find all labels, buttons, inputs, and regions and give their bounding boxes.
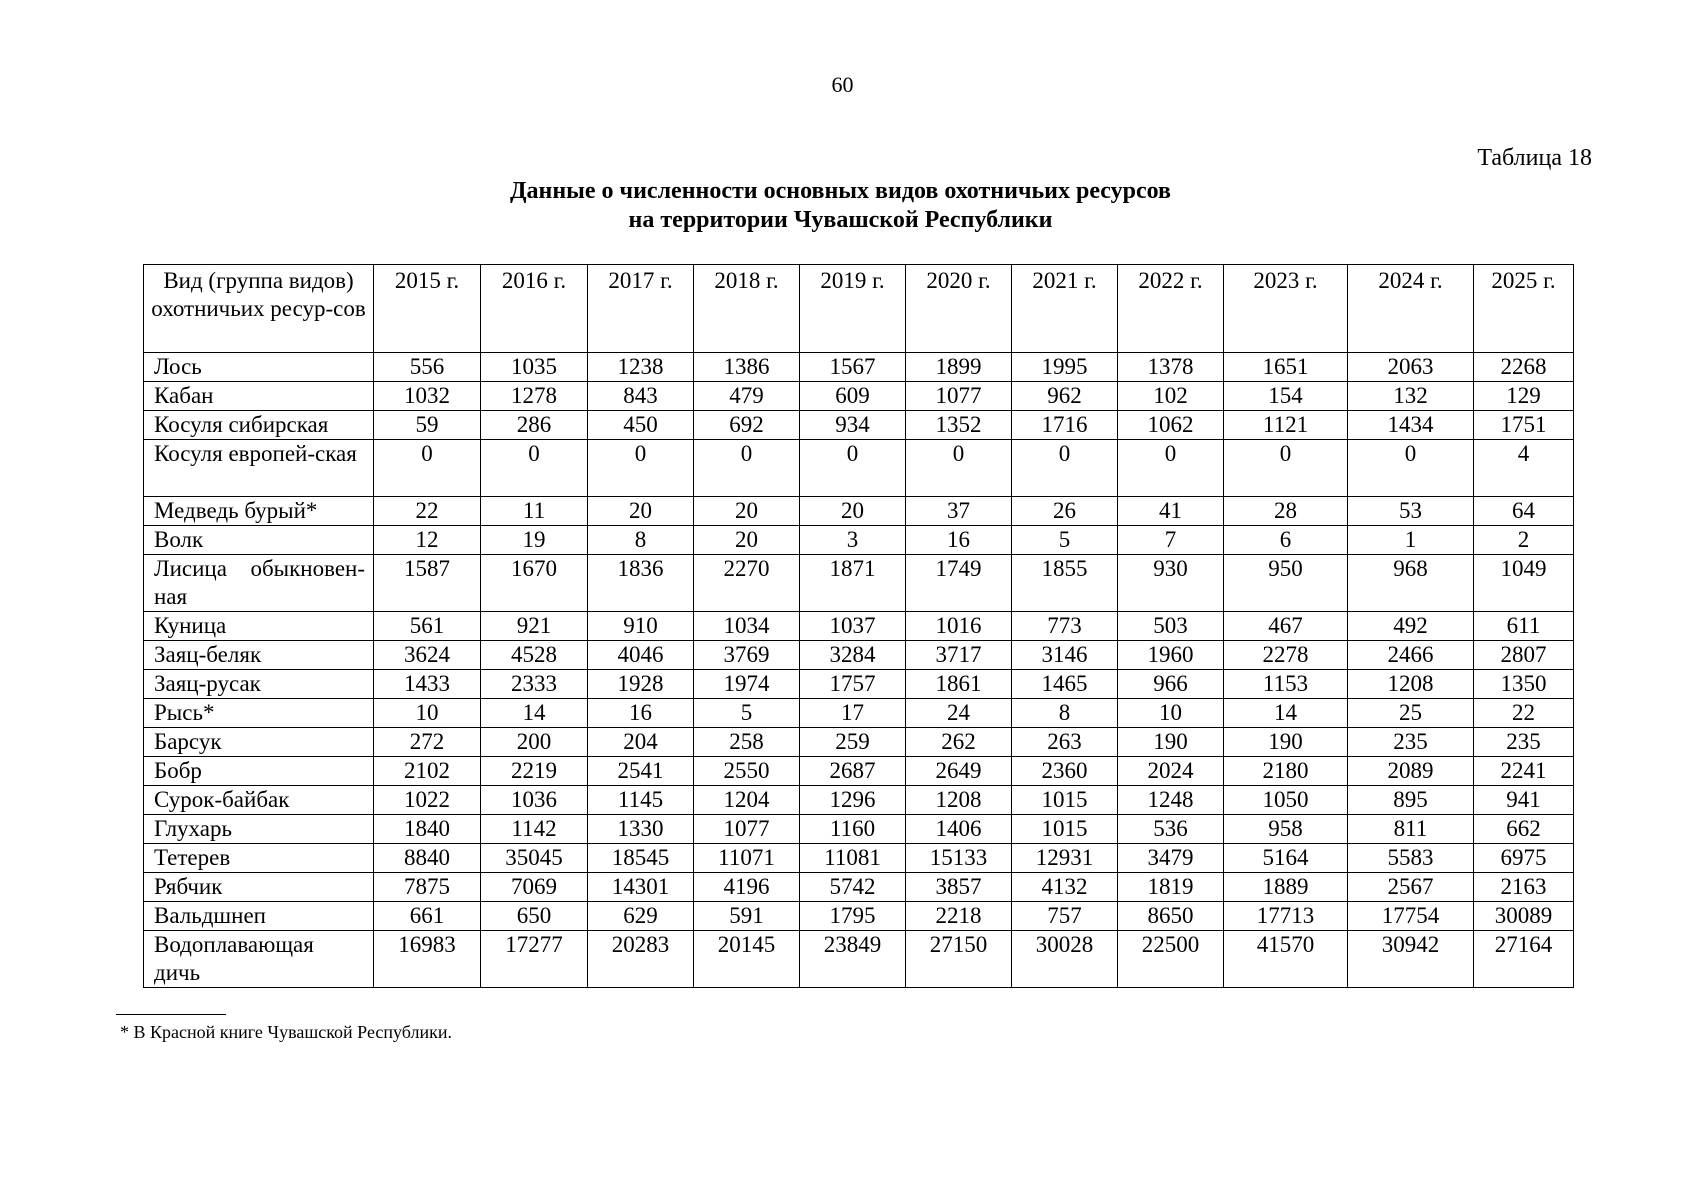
value-cell: 4528 (481, 641, 588, 670)
value-cell: 204 (588, 728, 694, 757)
value-cell: 910 (588, 612, 694, 641)
value-cell: 35045 (481, 844, 588, 873)
value-cell: 5 (694, 699, 800, 728)
value-cell: 3717 (906, 641, 1012, 670)
value-cell: 1352 (906, 411, 1012, 440)
value-cell: 1050 (1224, 786, 1348, 815)
value-cell: 895 (1348, 786, 1474, 815)
value-cell: 8650 (1118, 902, 1224, 931)
value-cell: 692 (694, 411, 800, 440)
value-cell: 1016 (906, 612, 1012, 641)
value-cell: 20283 (588, 931, 694, 988)
value-cell: 1145 (588, 786, 694, 815)
header-year: 2016 г. (481, 265, 588, 353)
value-cell: 629 (588, 902, 694, 931)
value-cell: 1960 (1118, 641, 1224, 670)
title-line-1: Данные о численности основных видов охотничьих ресурсов (510, 178, 1171, 204)
value-cell: 1651 (1224, 353, 1348, 382)
value-cell: 14 (1224, 699, 1348, 728)
table-row (144, 902, 1574, 931)
value-cell: 1871 (800, 555, 906, 612)
value-cell: 3857 (906, 873, 1012, 902)
value-cell: 2270 (694, 555, 800, 612)
value-cell: 4046 (588, 641, 694, 670)
species-name-cell: Кабан (144, 382, 374, 411)
value-cell: 934 (800, 411, 906, 440)
value-cell: 2063 (1348, 353, 1474, 382)
value-cell: 2278 (1224, 641, 1348, 670)
species-name-cell: Рысь* (144, 699, 374, 728)
value-cell: 1995 (1012, 353, 1118, 382)
value-cell: 591 (694, 902, 800, 931)
value-cell: 59 (374, 411, 481, 440)
value-cell: 17 (800, 699, 906, 728)
value-cell: 1928 (588, 670, 694, 699)
value-cell: 2567 (1348, 873, 1474, 902)
table-row (144, 612, 1574, 641)
species-name-cell: Медведь бурый* (144, 497, 374, 526)
value-cell: 17713 (1224, 902, 1348, 931)
header-row (144, 265, 1574, 353)
value-cell: 23849 (800, 931, 906, 988)
table-row (144, 670, 1574, 699)
value-cell: 5742 (800, 873, 906, 902)
table-title (0, 177, 1689, 235)
table-row (144, 931, 1574, 988)
value-cell: 811 (1348, 815, 1474, 844)
species-name-cell: Рябчик (144, 873, 374, 902)
header-year: 2020 г. (906, 265, 1012, 353)
value-cell: 0 (1118, 440, 1224, 497)
table-row (144, 757, 1574, 786)
value-cell: 1840 (374, 815, 481, 844)
value-cell: 8 (1012, 699, 1118, 728)
value-cell: 22 (374, 497, 481, 526)
value-cell: 662 (1474, 815, 1574, 844)
value-cell: 28 (1224, 497, 1348, 526)
value-cell: 921 (481, 612, 588, 641)
value-cell: 27164 (1474, 931, 1574, 988)
species-name-cell: Лисица обыкновен-ная (144, 555, 374, 612)
value-cell: 1208 (906, 786, 1012, 815)
species-name-cell: Бобр (144, 757, 374, 786)
value-cell: 2241 (1474, 757, 1574, 786)
value-cell: 1142 (481, 815, 588, 844)
value-cell: 1587 (374, 555, 481, 612)
table-row (144, 526, 1574, 555)
value-cell: 2102 (374, 757, 481, 786)
species-name-cell: Заяц-русак (144, 670, 374, 699)
value-cell: 773 (1012, 612, 1118, 641)
value-cell: 1795 (800, 902, 906, 931)
value-cell: 962 (1012, 382, 1118, 411)
value-cell: 10 (1118, 699, 1224, 728)
value-cell: 235 (1474, 728, 1574, 757)
table-row (144, 641, 1574, 670)
value-cell: 0 (588, 440, 694, 497)
value-cell: 53 (1348, 497, 1474, 526)
value-cell: 272 (374, 728, 481, 757)
header-year: 2019 г. (800, 265, 906, 353)
table-row (144, 815, 1574, 844)
header-year: 2015 г. (374, 265, 481, 353)
value-cell: 20145 (694, 931, 800, 988)
value-cell: 1015 (1012, 786, 1118, 815)
value-cell: 235 (1348, 728, 1474, 757)
species-name-cell: Заяц-беляк (144, 641, 374, 670)
table-row (144, 873, 1574, 902)
value-cell: 190 (1224, 728, 1348, 757)
value-cell: 650 (481, 902, 588, 931)
hunting-resources-table (143, 264, 1574, 988)
value-cell: 1889 (1224, 873, 1348, 902)
value-cell: 1350 (1474, 670, 1574, 699)
value-cell: 0 (694, 440, 800, 497)
value-cell: 8840 (374, 844, 481, 873)
value-cell: 1433 (374, 670, 481, 699)
value-cell: 37 (906, 497, 1012, 526)
table-row (144, 844, 1574, 873)
value-cell: 1716 (1012, 411, 1118, 440)
value-cell: 1819 (1118, 873, 1224, 902)
value-cell: 1022 (374, 786, 481, 815)
value-cell: 950 (1224, 555, 1348, 612)
page-number: 60 (831, 72, 854, 97)
value-cell: 1238 (588, 353, 694, 382)
value-cell: 2550 (694, 757, 800, 786)
value-cell: 5164 (1224, 844, 1348, 873)
value-cell: 2360 (1012, 757, 1118, 786)
table-row (144, 555, 1574, 612)
value-cell: 1296 (800, 786, 906, 815)
value-cell: 1855 (1012, 555, 1118, 612)
value-cell: 6975 (1474, 844, 1574, 873)
value-cell: 6 (1224, 526, 1348, 555)
value-cell: 757 (1012, 902, 1118, 931)
species-name-cell: Лось (144, 353, 374, 382)
value-cell: 8 (588, 526, 694, 555)
value-cell: 2541 (588, 757, 694, 786)
value-cell: 479 (694, 382, 800, 411)
value-cell: 1036 (481, 786, 588, 815)
value-cell: 1757 (800, 670, 906, 699)
table-row (144, 786, 1574, 815)
species-name-cell: Тетерев (144, 844, 374, 873)
value-cell: 16983 (374, 931, 481, 988)
species-name-cell: Волк (144, 526, 374, 555)
value-cell: 561 (374, 612, 481, 641)
table-row (144, 699, 1574, 728)
value-cell: 1386 (694, 353, 800, 382)
value-cell: 20 (588, 497, 694, 526)
value-cell: 2649 (906, 757, 1012, 786)
value-cell: 11 (481, 497, 588, 526)
table-row (144, 411, 1574, 440)
value-cell: 200 (481, 728, 588, 757)
value-cell: 15133 (906, 844, 1012, 873)
value-cell: 1378 (1118, 353, 1224, 382)
value-cell: 258 (694, 728, 800, 757)
value-cell: 19 (481, 526, 588, 555)
value-cell: 3479 (1118, 844, 1224, 873)
value-cell: 611 (1474, 612, 1574, 641)
value-cell: 492 (1348, 612, 1474, 641)
value-cell: 2218 (906, 902, 1012, 931)
header-year: 2018 г. (694, 265, 800, 353)
value-cell: 0 (1348, 440, 1474, 497)
value-cell: 2089 (1348, 757, 1474, 786)
value-cell: 1670 (481, 555, 588, 612)
value-cell: 7875 (374, 873, 481, 902)
value-cell: 22 (1474, 699, 1574, 728)
value-cell: 10 (374, 699, 481, 728)
table-row (144, 440, 1574, 497)
value-cell: 2466 (1348, 641, 1474, 670)
value-cell: 20 (800, 497, 906, 526)
value-cell: 1465 (1012, 670, 1118, 699)
value-cell: 1248 (1118, 786, 1224, 815)
value-cell: 1751 (1474, 411, 1574, 440)
value-cell: 5583 (1348, 844, 1474, 873)
value-cell: 129 (1474, 382, 1574, 411)
value-cell: 17754 (1348, 902, 1474, 931)
value-cell: 0 (800, 440, 906, 497)
value-cell: 1077 (694, 815, 800, 844)
value-cell: 0 (481, 440, 588, 497)
value-cell: 2024 (1118, 757, 1224, 786)
value-cell: 286 (481, 411, 588, 440)
value-cell: 1974 (694, 670, 800, 699)
value-cell: 190 (1118, 728, 1224, 757)
header-year: 2024 г. (1348, 265, 1474, 353)
value-cell: 102 (1118, 382, 1224, 411)
value-cell: 609 (800, 382, 906, 411)
value-cell: 24 (906, 699, 1012, 728)
value-cell: 968 (1348, 555, 1474, 612)
value-cell: 41 (1118, 497, 1224, 526)
value-cell: 26 (1012, 497, 1118, 526)
species-name-cell: Сурок-байбак (144, 786, 374, 815)
value-cell: 941 (1474, 786, 1574, 815)
value-cell: 25 (1348, 699, 1474, 728)
value-cell: 132 (1348, 382, 1474, 411)
value-cell: 1836 (588, 555, 694, 612)
value-cell: 259 (800, 728, 906, 757)
value-cell: 27150 (906, 931, 1012, 988)
footnote-rule (116, 1014, 226, 1015)
value-cell: 1 (1348, 526, 1474, 555)
value-cell: 1899 (906, 353, 1012, 382)
value-cell: 958 (1224, 815, 1348, 844)
species-name-cell: Куница (144, 612, 374, 641)
value-cell: 2 (1474, 526, 1574, 555)
value-cell: 1062 (1118, 411, 1224, 440)
title-line-2: на территории Чувашской Республики (628, 207, 1053, 233)
value-cell: 2807 (1474, 641, 1574, 670)
value-cell: 2268 (1474, 353, 1574, 382)
value-cell: 2219 (481, 757, 588, 786)
value-cell: 41570 (1224, 931, 1348, 988)
value-cell: 1015 (1012, 815, 1118, 844)
value-cell: 30089 (1474, 902, 1574, 931)
value-cell: 1330 (588, 815, 694, 844)
value-cell: 1077 (906, 382, 1012, 411)
value-cell: 2163 (1474, 873, 1574, 902)
value-cell: 262 (906, 728, 1012, 757)
value-cell: 30028 (1012, 931, 1118, 988)
value-cell: 11071 (694, 844, 800, 873)
value-cell: 20 (694, 497, 800, 526)
value-cell: 18545 (588, 844, 694, 873)
header-year: 2017 г. (588, 265, 694, 353)
value-cell: 4132 (1012, 873, 1118, 902)
value-cell: 1049 (1474, 555, 1574, 612)
value-cell: 263 (1012, 728, 1118, 757)
value-cell: 2180 (1224, 757, 1348, 786)
table-row (144, 353, 1574, 382)
header-species: Вид (группа видов) охотничьих ресур-сов (144, 265, 374, 353)
value-cell: 14301 (588, 873, 694, 902)
value-cell: 966 (1118, 670, 1224, 699)
value-cell: 1434 (1348, 411, 1474, 440)
value-cell: 30942 (1348, 931, 1474, 988)
value-cell: 1160 (800, 815, 906, 844)
value-cell: 3146 (1012, 641, 1118, 670)
value-cell: 1032 (374, 382, 481, 411)
value-cell: 16 (906, 526, 1012, 555)
header-year: 2022 г. (1118, 265, 1224, 353)
value-cell: 5 (1012, 526, 1118, 555)
value-cell: 1567 (800, 353, 906, 382)
value-cell: 3769 (694, 641, 800, 670)
header-year: 2023 г. (1224, 265, 1348, 353)
table-row (144, 728, 1574, 757)
value-cell: 3284 (800, 641, 906, 670)
species-name-cell: Косуля европей-ская (144, 440, 374, 497)
value-cell: 12931 (1012, 844, 1118, 873)
species-name-cell: Вальдшнеп (144, 902, 374, 931)
table-row (144, 497, 1574, 526)
value-cell: 1204 (694, 786, 800, 815)
value-cell: 0 (1012, 440, 1118, 497)
value-cell: 1208 (1348, 670, 1474, 699)
value-cell: 1406 (906, 815, 1012, 844)
value-cell: 1037 (800, 612, 906, 641)
header-year: 2025 г. (1474, 265, 1574, 353)
value-cell: 930 (1118, 555, 1224, 612)
species-name-cell: Косуля сибирская (144, 411, 374, 440)
value-cell: 1153 (1224, 670, 1348, 699)
value-cell: 556 (374, 353, 481, 382)
value-cell: 1121 (1224, 411, 1348, 440)
value-cell: 0 (374, 440, 481, 497)
value-cell: 11081 (800, 844, 906, 873)
value-cell: 4 (1474, 440, 1574, 497)
value-cell: 3624 (374, 641, 481, 670)
value-cell: 20 (694, 526, 800, 555)
value-cell: 1034 (694, 612, 800, 641)
footnote: * В Красной книге Чувашской Республики. (120, 1022, 452, 1042)
value-cell: 1861 (906, 670, 1012, 699)
species-name-cell: Глухарь (144, 815, 374, 844)
value-cell: 1749 (906, 555, 1012, 612)
value-cell: 14 (481, 699, 588, 728)
value-cell: 7 (1118, 526, 1224, 555)
table-label: Таблица 18 (1477, 145, 1592, 171)
value-cell: 2333 (481, 670, 588, 699)
value-cell: 16 (588, 699, 694, 728)
value-cell: 4196 (694, 873, 800, 902)
species-name-cell: Барсук (144, 728, 374, 757)
species-name-cell: Водоплавающая дичь (144, 931, 374, 988)
value-cell: 22500 (1118, 931, 1224, 988)
header-year: 2021 г. (1012, 265, 1118, 353)
value-cell: 843 (588, 382, 694, 411)
value-cell: 536 (1118, 815, 1224, 844)
value-cell: 1035 (481, 353, 588, 382)
value-cell: 17277 (481, 931, 588, 988)
value-cell: 0 (906, 440, 1012, 497)
table-row (144, 382, 1574, 411)
value-cell: 503 (1118, 612, 1224, 641)
value-cell: 64 (1474, 497, 1574, 526)
value-cell: 12 (374, 526, 481, 555)
value-cell: 0 (1224, 440, 1348, 497)
value-cell: 467 (1224, 612, 1348, 641)
value-cell: 2687 (800, 757, 906, 786)
value-cell: 3 (800, 526, 906, 555)
value-cell: 661 (374, 902, 481, 931)
value-cell: 1278 (481, 382, 588, 411)
value-cell: 450 (588, 411, 694, 440)
value-cell: 7069 (481, 873, 588, 902)
value-cell: 154 (1224, 382, 1348, 411)
